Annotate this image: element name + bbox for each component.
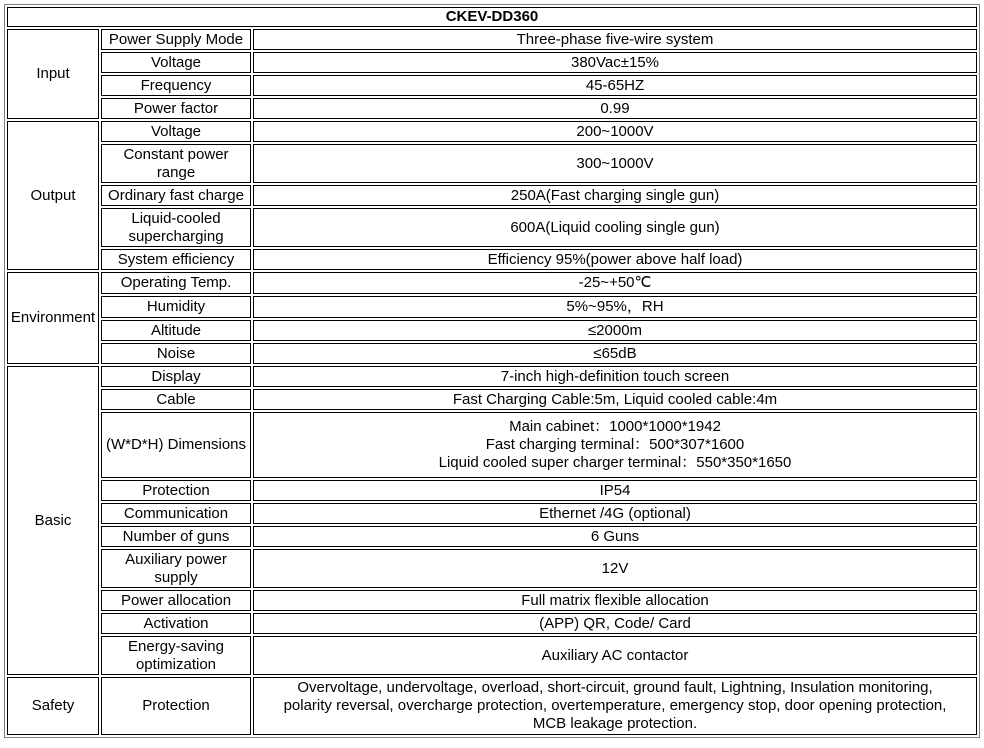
table-title: CKEV-DD360 bbox=[7, 7, 977, 27]
param-label: Power allocation bbox=[101, 590, 251, 611]
param-label: Ordinary fast charge bbox=[101, 185, 251, 206]
param-value bbox=[253, 208, 977, 247]
param-label: Cable bbox=[101, 389, 251, 410]
value-line: (APP) QR, Code/ Card bbox=[539, 614, 691, 632]
table-row bbox=[7, 185, 977, 206]
table-row bbox=[7, 590, 977, 611]
param-label: Humidity bbox=[101, 296, 251, 318]
param-value bbox=[253, 98, 977, 119]
value-line: -25~+50℃ bbox=[578, 274, 652, 291]
param-label: Frequency bbox=[101, 75, 251, 96]
param-value bbox=[253, 320, 977, 341]
param-label: Altitude bbox=[101, 320, 251, 341]
table-row bbox=[7, 613, 977, 634]
value-line: Fast charging terminal：500*307*1600 bbox=[485, 436, 745, 453]
value-line: Overvoltage, undervoltage, overload, short-circuit, ground fault, Lightning, Insulation monitoring, bbox=[297, 679, 933, 696]
value-line: Main cabinet：1000*1000*1942 bbox=[509, 418, 721, 435]
param-value bbox=[253, 389, 977, 410]
table-row bbox=[7, 272, 977, 294]
table-row bbox=[7, 249, 977, 270]
value-line: 250A(Fast charging single gun) bbox=[510, 186, 720, 204]
value-line: MCB leakage protection. bbox=[532, 715, 698, 732]
param-label: Operating Temp. bbox=[101, 272, 251, 294]
param-value bbox=[253, 144, 977, 183]
param-value bbox=[253, 677, 977, 735]
table-row bbox=[7, 526, 977, 547]
value-line: 300~1000V bbox=[576, 154, 654, 172]
value-line: 6 Guns bbox=[590, 527, 640, 545]
table-row bbox=[7, 677, 977, 735]
param-value bbox=[253, 503, 977, 524]
table-row bbox=[7, 636, 977, 675]
param-label: System efficiency bbox=[101, 249, 251, 270]
value-line: polarity reversal, overcharge protection, overtemperature, emergency stop, door opening protection, bbox=[283, 697, 947, 714]
table-row bbox=[7, 208, 977, 247]
table-row bbox=[7, 121, 977, 142]
value-line: Auxiliary AC contactor bbox=[541, 646, 689, 664]
table-row bbox=[7, 144, 977, 183]
param-label: (W*D*H) Dimensions bbox=[101, 412, 251, 478]
param-value bbox=[253, 29, 977, 50]
value-line: 45-65HZ bbox=[585, 76, 645, 94]
param-label: Liquid-cooled supercharging bbox=[101, 208, 251, 247]
value-line: 200~1000V bbox=[576, 122, 654, 140]
table-row bbox=[7, 75, 977, 96]
param-value bbox=[253, 52, 977, 73]
table-row bbox=[7, 389, 977, 410]
value-line: IP54 bbox=[599, 481, 631, 499]
param-label: Energy-saving optimization bbox=[101, 636, 251, 675]
value-line: Three-phase five-wire system bbox=[516, 30, 714, 48]
param-label: Noise bbox=[101, 343, 251, 364]
value-line: Ethernet /4G (optional) bbox=[539, 504, 691, 522]
param-label: Display bbox=[101, 366, 251, 387]
param-value bbox=[253, 343, 977, 364]
table-row bbox=[7, 503, 977, 524]
param-value bbox=[253, 590, 977, 611]
param-label: Voltage bbox=[101, 52, 251, 73]
table-row bbox=[7, 480, 977, 501]
spec-table-body bbox=[7, 7, 977, 735]
group-label: Basic bbox=[7, 366, 99, 675]
value-line: 12V bbox=[601, 559, 629, 577]
value-line: 0.99 bbox=[600, 99, 630, 117]
value-line: Fast Charging Cable:5m, Liquid cooled cable:4m bbox=[452, 390, 778, 408]
group-label: Input bbox=[7, 29, 99, 119]
param-value bbox=[253, 75, 977, 96]
param-value bbox=[253, 296, 977, 318]
param-value bbox=[253, 613, 977, 634]
group-label: Safety bbox=[7, 677, 99, 735]
table-row bbox=[7, 412, 977, 478]
param-value bbox=[253, 272, 977, 294]
param-value bbox=[253, 526, 977, 547]
value-line: Liquid cooled super charger terminal：550*350*1650 bbox=[438, 454, 792, 471]
value-line: 7-inch high-definition touch screen bbox=[500, 367, 730, 385]
value-line: Full matrix flexible allocation bbox=[521, 591, 709, 609]
table-row bbox=[7, 296, 977, 318]
table-row bbox=[7, 52, 977, 73]
param-label: Constant power range bbox=[101, 144, 251, 183]
value-line: 600A(Liquid cooling single gun) bbox=[510, 218, 720, 236]
value-line: Efficiency 95%(power above half load) bbox=[487, 250, 743, 268]
value-line: 5%~95%，RH bbox=[566, 298, 664, 315]
param-label: Number of guns bbox=[101, 526, 251, 547]
param-value bbox=[253, 549, 977, 588]
param-label: Auxiliary power supply bbox=[101, 549, 251, 588]
table-row bbox=[7, 29, 977, 50]
param-value bbox=[253, 185, 977, 206]
group-label: Output bbox=[7, 121, 99, 270]
table-row bbox=[7, 366, 977, 387]
param-value bbox=[253, 480, 977, 501]
param-label: Power factor bbox=[101, 98, 251, 119]
table-row bbox=[7, 343, 977, 364]
value-line: ≤65dB bbox=[593, 344, 637, 362]
param-label: Voltage bbox=[101, 121, 251, 142]
table-row bbox=[7, 98, 977, 119]
param-label: Protection bbox=[101, 480, 251, 501]
param-value bbox=[253, 412, 977, 478]
value-line: ≤2000m bbox=[587, 321, 643, 339]
title-row bbox=[7, 7, 977, 27]
table-row bbox=[7, 549, 977, 588]
param-label: Protection bbox=[101, 677, 251, 735]
param-label: Activation bbox=[101, 613, 251, 634]
value-line: 380Vac±15% bbox=[570, 53, 659, 71]
spec-table bbox=[4, 4, 980, 738]
group-label: Environment bbox=[7, 272, 99, 364]
table-row bbox=[7, 320, 977, 341]
param-label: Power Supply Mode bbox=[101, 29, 251, 50]
param-value bbox=[253, 366, 977, 387]
param-value bbox=[253, 249, 977, 270]
param-label: Communication bbox=[101, 503, 251, 524]
param-value bbox=[253, 636, 977, 675]
param-value bbox=[253, 121, 977, 142]
